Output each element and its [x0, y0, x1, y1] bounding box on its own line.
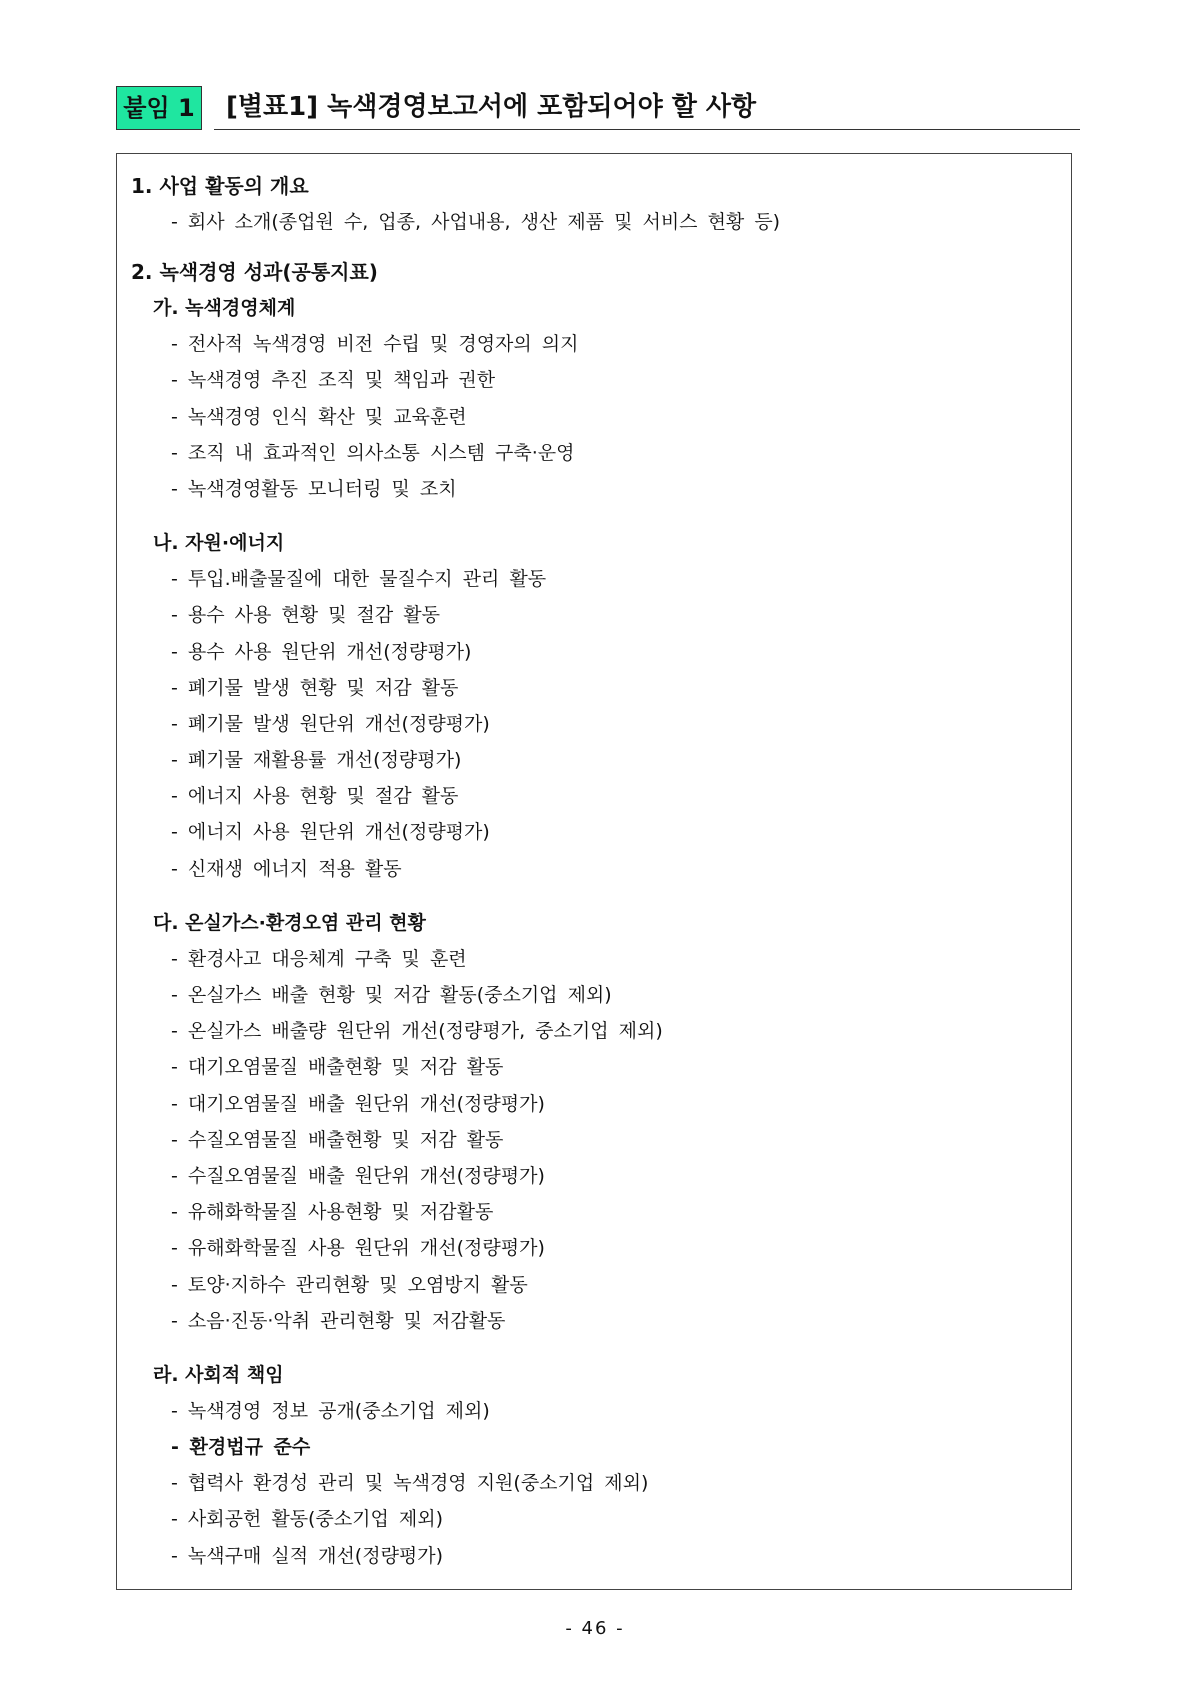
- page-title: [별표1] 녹색경영보고서에 포함되어야 할 사항: [214, 86, 1080, 130]
- list-item: - 투입.배출물질에 대한 물질수지 관리 활동: [171, 568, 547, 591]
- list-item: - 용수 사용 원단위 개선(정량평가): [171, 640, 472, 663]
- section-title-green-performance: 2. 녹색경영 성과(공통지표): [131, 260, 378, 285]
- page-number: - 46 -: [565, 1618, 625, 1639]
- list-item: - 용수 사용 현황 및 절감 활동: [171, 604, 440, 627]
- section-title-business-overview: 1. 사업 활동의 개요: [131, 174, 309, 198]
- list-item: - 환경사고 대응체계 구축 및 훈련: [171, 947, 467, 970]
- list-item: - 폐기물 발생 원단위 개선(정량평가): [171, 712, 490, 735]
- list-item: - 사회공헌 활동(중소기업 제외): [171, 1508, 444, 1531]
- list-item: - 녹색구매 실적 개선(정량평가): [171, 1544, 444, 1567]
- list-item: - 수질오염물질 배출현황 및 저감 활동: [171, 1128, 504, 1151]
- subsection-title-green-management-system: 가. 녹색경영체계: [153, 297, 296, 320]
- list-item: - 유해화학물질 사용현황 및 저감활동: [171, 1201, 494, 1224]
- list-item: - 에너지 사용 원단위 개선(정량평가): [171, 821, 490, 844]
- list-item: - 녹색경영 정보 공개(중소기업 제외): [171, 1399, 490, 1422]
- list-item: - 폐기물 발생 현황 및 저감 활동: [171, 676, 459, 699]
- list-item: - 소음·진동·악취 관리현황 및 저감활동: [171, 1309, 506, 1332]
- list-item: - 녹색경영 추진 조직 및 책임과 권한: [171, 369, 496, 392]
- list-item: - 폐기물 재활용률 개선(정량평가): [171, 749, 462, 772]
- list-item: - 대기오염물질 배출현황 및 저감 활동: [171, 1056, 504, 1079]
- list-item: - 조직 내 효과적인 의사소통 시스템 구축‧운영: [171, 441, 575, 464]
- subsection-title-resources-energy: 나. 자원·에너지: [153, 532, 285, 555]
- list-item: - 토양·지하수 관리현황 및 오염방지 활동: [171, 1273, 528, 1296]
- list-item: - 에너지 사용 현황 및 절감 활동: [171, 785, 459, 808]
- subsection-title-ghg-pollution: 다. 온실가스·환경오염 관리 현황: [153, 911, 426, 934]
- list-item: - 온실가스 배출량 원단위 개선(정량평가, 중소기업 제외): [171, 1020, 663, 1043]
- list-item: - 신재생 에너지 적용 활동: [171, 857, 402, 880]
- content-box: [116, 153, 1072, 1590]
- list-item: - 유해화학물질 사용 원단위 개선(정량평가): [171, 1237, 545, 1260]
- list-item: - 수질오염물질 배출 원단위 개선(정량평가): [171, 1164, 545, 1187]
- list-item: - 전사적 녹색경영 비전 수립 및 경영자의 의지: [171, 333, 579, 356]
- list-item: - 녹색경영 인식 확산 및 교육훈련: [171, 405, 467, 428]
- subsection-title-social-responsibility: 라. 사회적 책임: [153, 1363, 284, 1386]
- list-item: - 협력사 환경성 관리 및 녹색경영 지원(중소기업 제외): [171, 1472, 649, 1495]
- list-item: - 대기오염물질 배출 원단위 개선(정량평가): [171, 1092, 545, 1115]
- attachment-badge: 붙임 1: [116, 86, 202, 130]
- list-item: - 환경법규 준수: [171, 1436, 311, 1459]
- list-item: - 녹색경영활동 모니터링 및 조치: [171, 477, 457, 500]
- list-item: - 온실가스 배출 현황 및 저감 활동(중소기업 제외): [171, 984, 612, 1006]
- list-item: - 회사 소개(종업원 수, 업종, 사업내용, 생산 제품 및 서비스 현황 등): [171, 211, 781, 233]
- page-header: [116, 86, 1080, 134]
